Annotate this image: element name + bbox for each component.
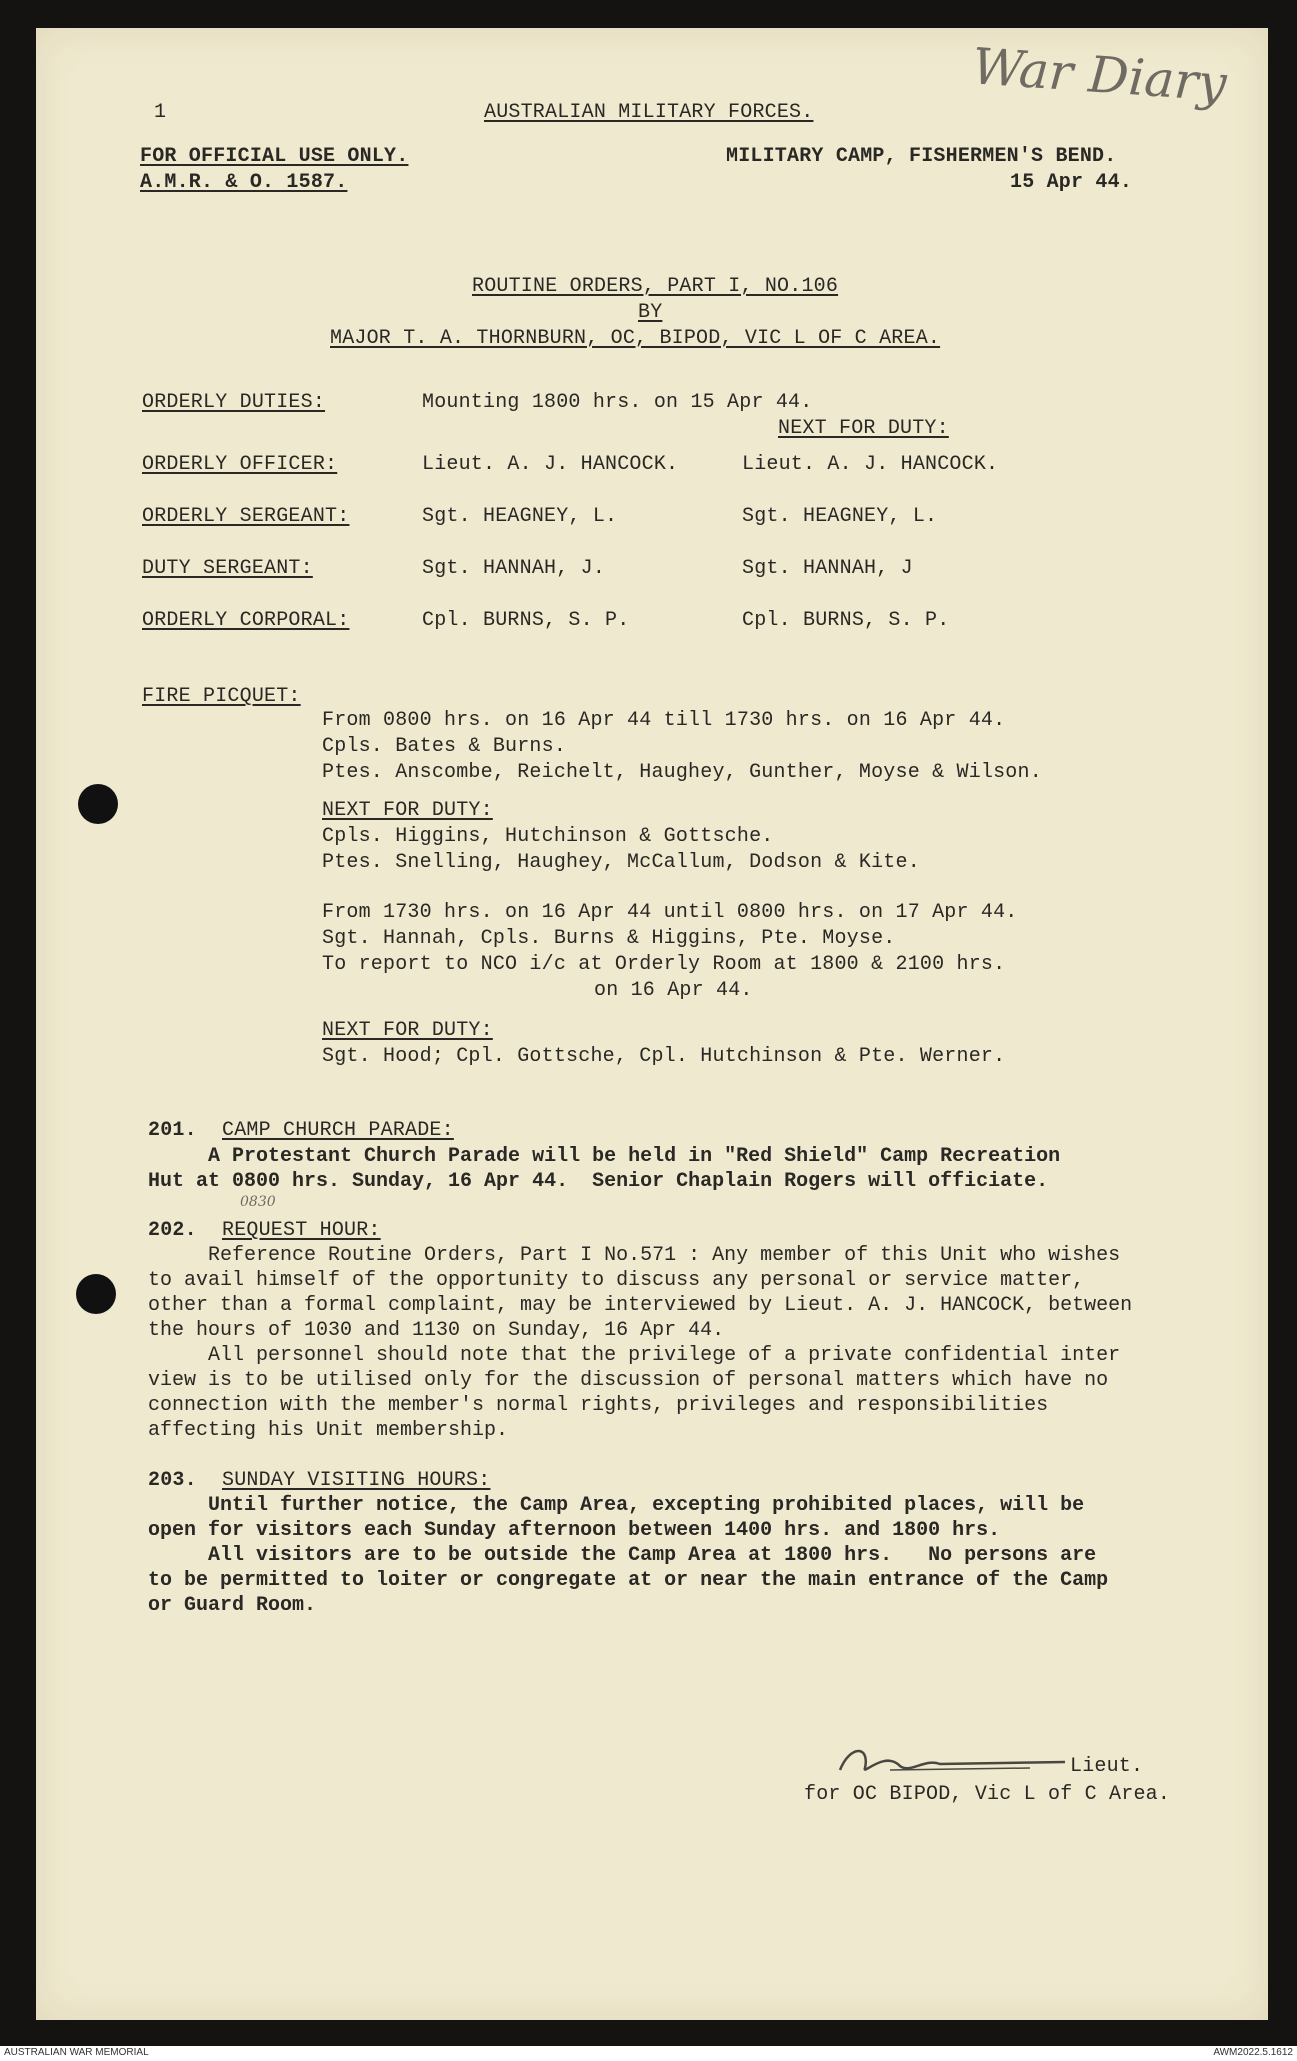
signature-scrawl	[830, 1740, 1070, 1780]
duty-current: Lieut. A. J. HANCOCK.	[422, 453, 679, 476]
item-line: to avail himself of the opportunity to discuss any personal or service matter,	[148, 1269, 1085, 1292]
item-line: affecting his Unit membership.	[148, 1419, 509, 1442]
picquet-line: To report to NCO i/c at Orderly Room at 1800 & 2100 hrs.	[322, 953, 1006, 976]
duty-next: Lieut. A. J. HANCOCK.	[742, 453, 999, 476]
picquet-line: on 16 Apr 44.	[594, 979, 753, 1002]
punch-hole-bottom	[76, 1274, 116, 1314]
item-line: the hours of 1030 and 1130 on Sunday, 16 Apr 44.	[148, 1319, 725, 1342]
item-line: All personnel should note that the privilege of a private confidential inter	[148, 1344, 1121, 1367]
item-line: other than a formal complaint, may be interviewed by Lieut. A. J. HANCOCK, between	[148, 1294, 1133, 1317]
item-line: Until further notice, the Camp Area, excepting prohibited places, will be	[148, 1494, 1085, 1517]
duty-current: Cpl. BURNS, S. P.	[422, 609, 630, 632]
item-line: connection with the member's normal rights, privileges and responsibilities	[148, 1394, 1049, 1417]
orders-issuer: MAJOR T. A. THORNBURN, OC, BIPOD, VIC L OF C AREA.	[330, 327, 941, 350]
duty-current: Sgt. HANNAH, J.	[422, 557, 606, 580]
signature-for-line: for OC BIPOD, Vic L of C Area.	[804, 1783, 1171, 1806]
signature-rank: Lieut.	[1070, 1755, 1144, 1778]
handwritten-correction: 0830	[240, 1194, 276, 1210]
org-title: AUSTRALIAN MILITARY FORCES.	[484, 101, 814, 124]
fire-picquet-heading: FIRE PICQUET:	[142, 685, 301, 708]
mounting-time: Mounting 1800 hrs. on 15 Apr 44.	[422, 391, 813, 414]
reference-number: A.M.R. & O. 1587.	[140, 171, 348, 194]
item-number: 201.	[148, 1119, 197, 1142]
duty-next: Sgt. HANNAH, J	[742, 557, 913, 580]
picquet-line: Cpls. Higgins, Hutchinson & Gottsche.	[322, 825, 774, 848]
footer-institution: AUSTRALIAN WAR MEMORIAL	[4, 2047, 149, 2058]
item-line: Reference Routine Orders, Part I No.571 : Any member of this Unit who wishes	[148, 1244, 1121, 1267]
document-page	[36, 28, 1268, 2020]
picquet-line: Sgt. Hood; Cpl. Gottsche, Cpl. Hutchinson & Pte. Werner.	[322, 1045, 1006, 1068]
footer-catalogue-number: AWM2022.5.1612	[1213, 2047, 1293, 2058]
duty-role: ORDERLY CORPORAL:	[142, 609, 350, 632]
picquet-line: Sgt. Hannah, Cpls. Burns & Higgins, Pte. Moyse.	[322, 927, 896, 950]
picquet-line: Ptes. Snelling, Haughey, McCallum, Dodson & Kite.	[322, 851, 920, 874]
item-line: to be permitted to loiter or congregate at or near the main entrance of the Camp	[148, 1569, 1109, 1592]
punch-hole-top	[78, 784, 118, 824]
item-line: or Guard Room.	[148, 1594, 317, 1617]
picquet-next-heading: NEXT FOR DUTY:	[322, 799, 493, 822]
orders-by: BY	[638, 301, 663, 324]
duty-role: ORDERLY SERGEANT:	[142, 505, 350, 528]
picquet-line: From 0800 hrs. on 16 Apr 44 till 1730 hrs. on 16 Apr 44.	[322, 709, 1006, 732]
item-heading: REQUEST HOUR:	[222, 1219, 381, 1242]
picquet-line: Ptes. Anscombe, Reichelt, Haughey, Gunther, Moyse & Wilson.	[322, 761, 1042, 784]
item-line: view is to be utilised only for the discussion of personal matters which have no	[148, 1369, 1109, 1392]
location: MILITARY CAMP, FISHERMEN'S BEND.	[726, 145, 1117, 168]
picquet-next-heading: NEXT FOR DUTY:	[322, 1019, 493, 1042]
item-line: A Protestant Church Parade will be held in "Red Shield" Camp Recreation	[148, 1145, 1061, 1168]
item-line: open for visitors each Sunday afternoon between 1400 hrs. and 1800 hrs.	[148, 1519, 1001, 1542]
item-heading: CAMP CHURCH PARADE:	[222, 1119, 454, 1142]
item-line: Hut at 0800 hrs. Sunday, 16 Apr 44. Senior Chaplain Rogers will officiate.	[148, 1170, 1049, 1193]
handwritten-war-diary: War Diary	[970, 37, 1229, 113]
duty-next: Sgt. HEAGNEY, L.	[742, 505, 938, 528]
duty-current: Sgt. HEAGNEY, L.	[422, 505, 618, 528]
classification: FOR OFFICIAL USE ONLY.	[140, 145, 409, 168]
duty-role: ORDERLY OFFICER:	[142, 453, 338, 476]
duty-next: Cpl. BURNS, S. P.	[742, 609, 950, 632]
item-line: All visitors are to be outside the Camp Area at 1800 hrs. No persons are	[148, 1544, 1097, 1567]
next-for-duty-heading: NEXT FOR DUTY:	[778, 417, 949, 440]
footer-bar	[0, 2046, 1297, 2061]
header-mark: 1	[154, 101, 167, 124]
picquet-line: From 1730 hrs. on 16 Apr 44 until 0800 hrs. on 17 Apr 44.	[322, 901, 1018, 924]
orders-title: ROUTINE ORDERS, PART I, NO.106	[472, 275, 839, 298]
document-date: 15 Apr 44.	[1010, 171, 1133, 194]
picquet-line: Cpls. Bates & Burns.	[322, 735, 567, 758]
orderly-duties-heading: ORDERLY DUTIES:	[142, 391, 326, 414]
item-heading: SUNDAY VISITING HOURS:	[222, 1469, 491, 1492]
item-number: 202.	[148, 1219, 197, 1242]
item-number: 203.	[148, 1469, 197, 1492]
duty-role: DUTY SERGEANT:	[142, 557, 313, 580]
